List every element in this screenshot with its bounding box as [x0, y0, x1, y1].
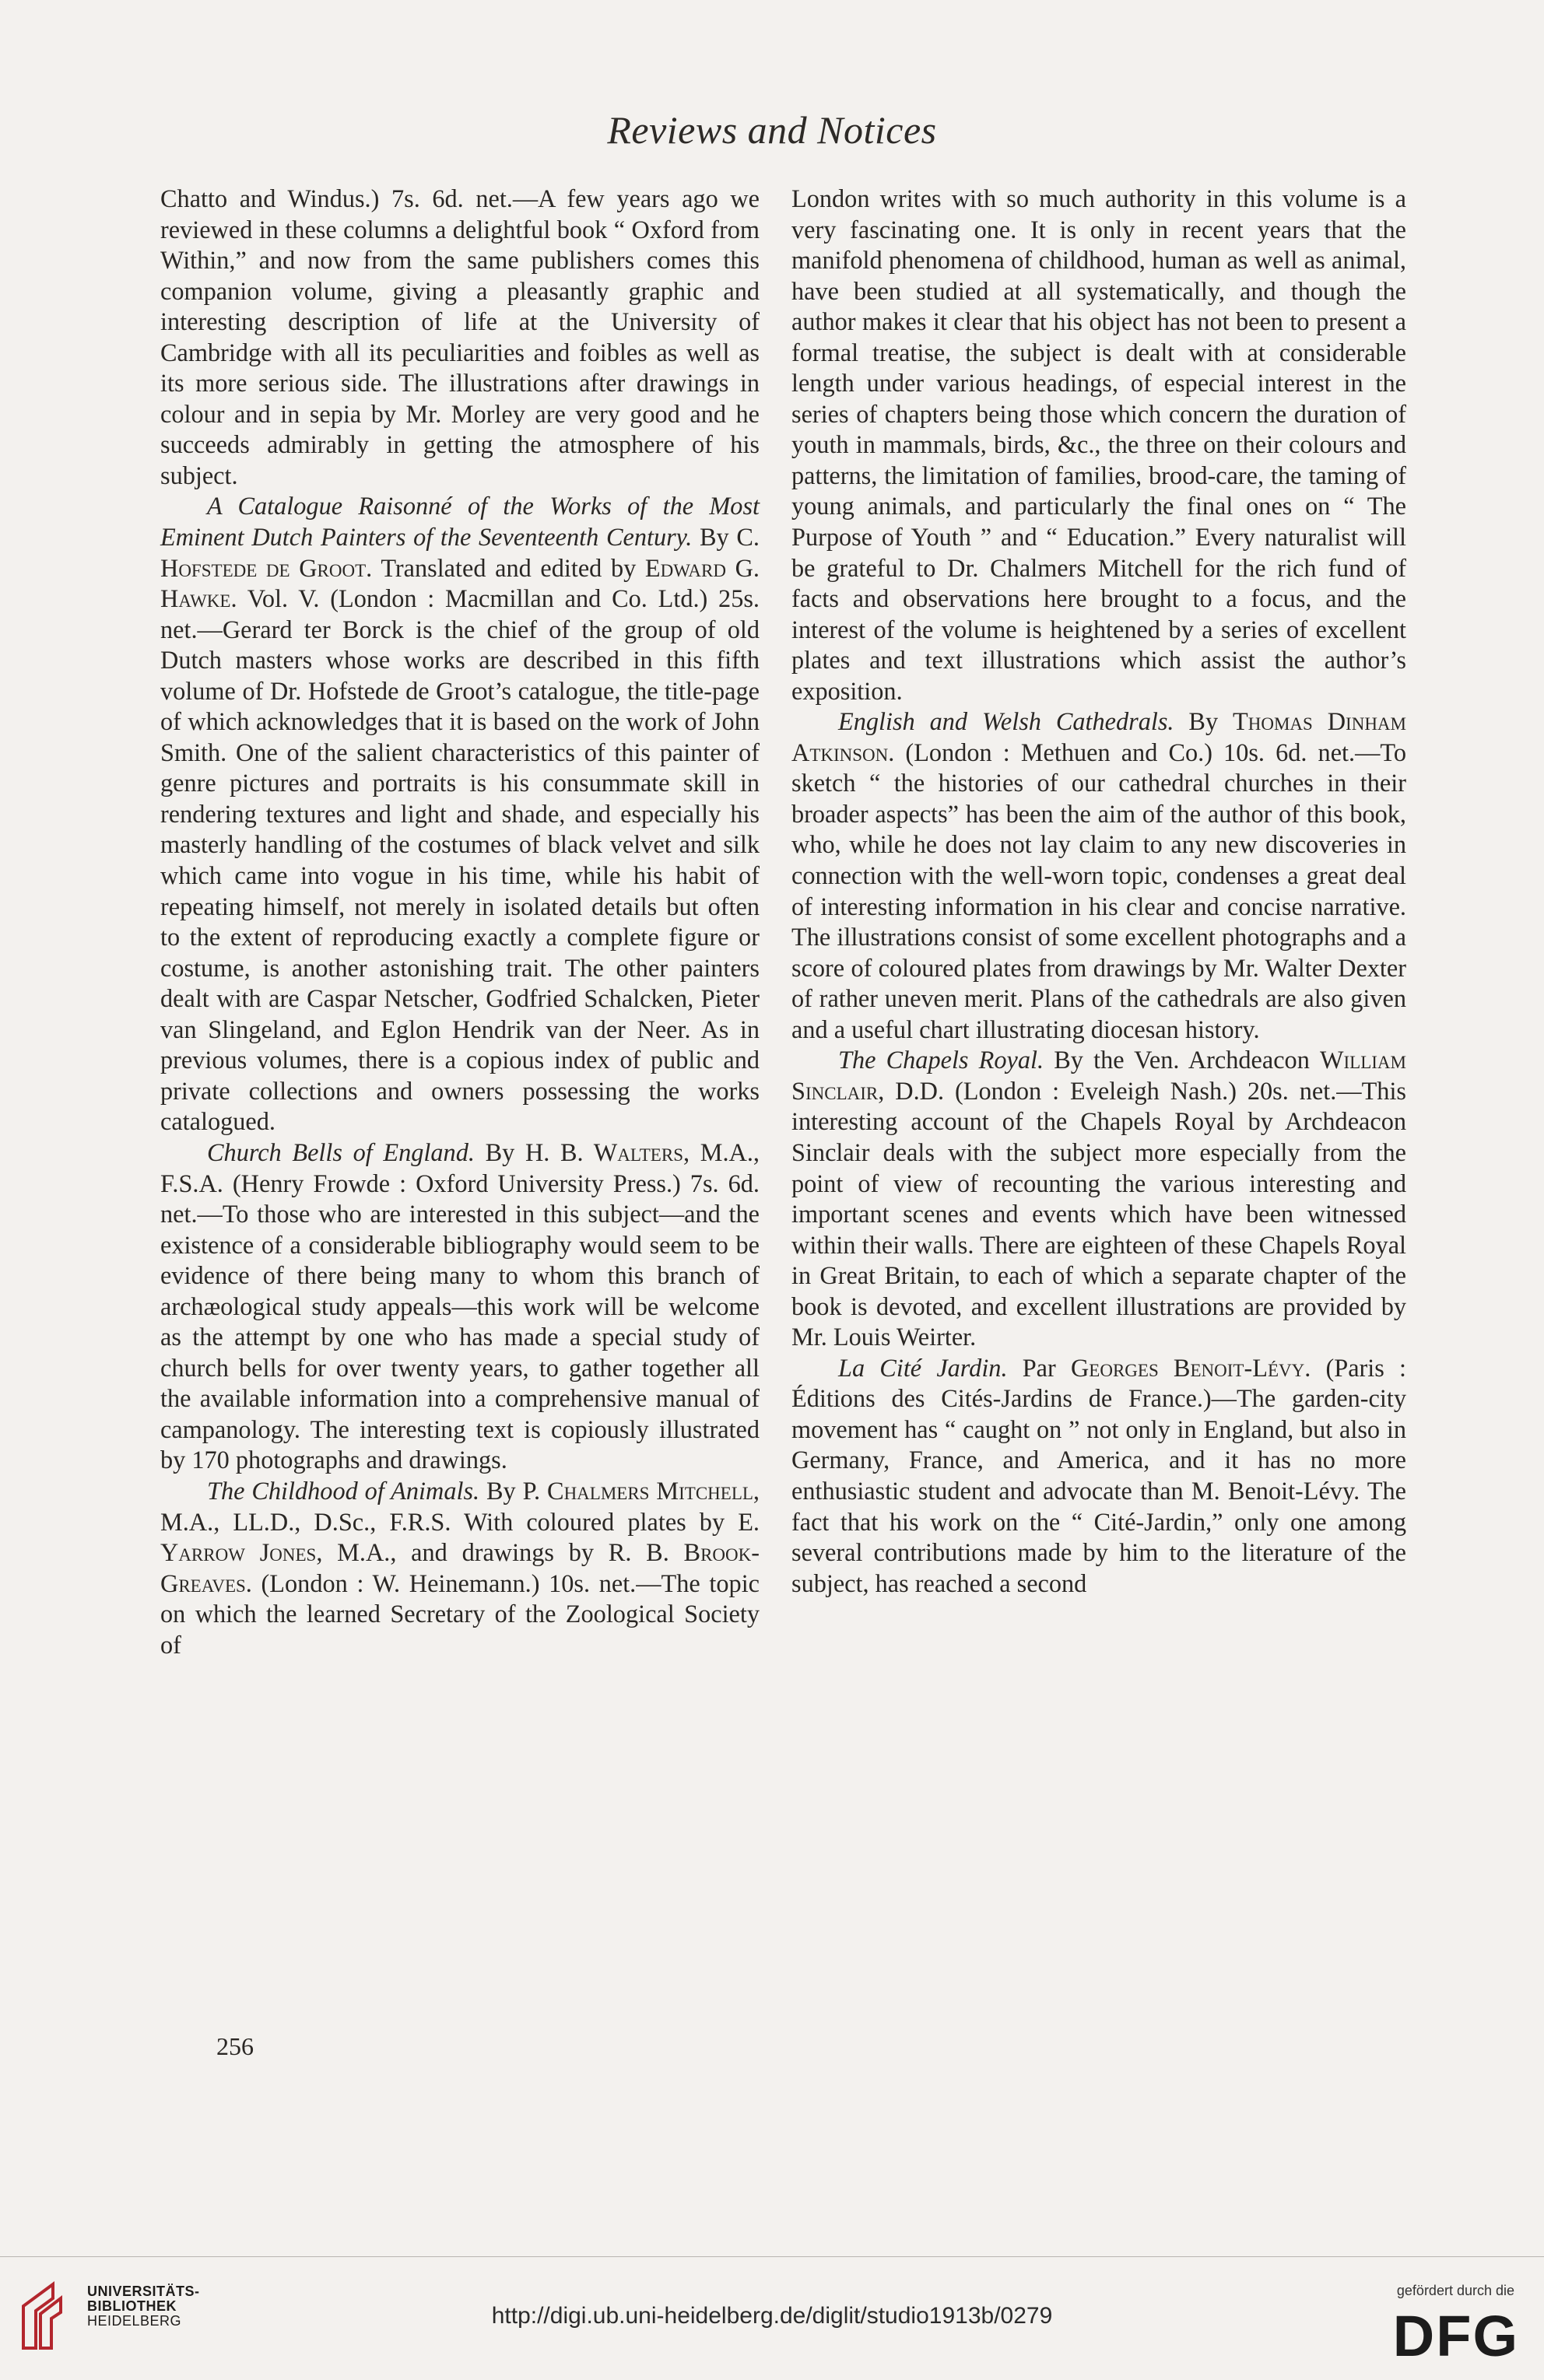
review-paragraph [160, 491, 760, 1137]
dfg-logo: DFG [1392, 2304, 1519, 2368]
library-line: BIBLIOTHEK [87, 2298, 177, 2314]
author-name: H. B. Walters, [525, 1137, 690, 1166]
library-line: UNIVERSITÄTS- [87, 2284, 200, 2299]
author-name: William Sinclair, [791, 1046, 1406, 1105]
author-name: C. Hofstede de Groot. [160, 523, 760, 582]
review-paragraph [791, 706, 1406, 1045]
paragraph: London writes with so much authority in this volume is a very fascinating one. It is only in recent years that the manifold phenomena of childhood, human as well as animal, have been studied at all systematically, and though the author makes it clear that his object has not been to present a formal treatise, the subject is dealt with at considerable length under various headings, of especial interest in the series of chapters being those which concern the duration of youth in mammals, birds, &c., the three on their colours and patterns, the limitation of families, brood-care, the taming of young animals, and particularly the final ones on “ The Purpose of Youth ” and “ Education.” Every naturalist will be grateful to Dr. Chalmers Mitchell for the rich fund of facts and observations here brought to a focus, and the interest of the volume is heightened by a series of excellent plates and text illustrations which assist the author’s exposition. [791, 184, 1406, 705]
review-text: (London : W. Heinemann.) 10s. net.—The topic on which the learned Secretary of the Zoological Society of [160, 1569, 760, 1659]
footer-bar [0, 2256, 1544, 2380]
divider [0, 2256, 1544, 2257]
source-url-link[interactable]: http://digi.ub.uni-heidelberg.de/diglit/studio1913b/0279 [491, 2303, 1053, 2329]
book-title: English and Welsh Cathedrals. [838, 707, 1174, 736]
text: By [1174, 707, 1233, 736]
book-title: Church Bells of England. [207, 1137, 475, 1166]
left-column [160, 184, 760, 1660]
book-title: A Catalogue Raisonné of the Works of the Most Eminent Dutch Painters of the Seventeenth Century. [160, 492, 760, 552]
text: By [474, 1137, 525, 1166]
review-paragraph [791, 1353, 1406, 1599]
author-name: Georges Benoit-Lévy. [1070, 1353, 1311, 1382]
book-title: La Cité Jardin. [838, 1353, 1008, 1382]
text: By [479, 1476, 523, 1505]
review-paragraph [160, 1137, 760, 1476]
text: By [692, 523, 737, 552]
text: M.A., and drawings by [322, 1538, 609, 1567]
library-line: HEIDELBERG [87, 2313, 182, 2329]
right-column [791, 184, 1406, 1599]
review-paragraph [160, 1476, 760, 1660]
book-title: The Chapels Royal. [838, 1046, 1044, 1074]
review-text: (Paris : Éditions des Cités-Jardins de France.)—The garden-city movement has “ caught on ” not only in England, but also in Germany, France, and America, and it has no more enthusiastic student and advocate than M. Benoit-Lévy. The fact that his work on the “ Cité-Jardin,” only one among several contributions made by him to the literature of the subject, has reached a second [791, 1353, 1407, 1597]
page-number: 256 [216, 2032, 254, 2060]
illustrator-name: E. Yarrow Jones, [160, 1507, 760, 1567]
text: M.A., LL.D., D.Sc., F.R.S. With coloured plates by [160, 1507, 739, 1536]
text: Par [1007, 1353, 1071, 1382]
paragraph: Chatto and Windus.) 7s. 6d. net.—A few years ago we reviewed in these columns a delightful book “ Oxford from Within,” and now from the same publishers comes this companion volume, giving a pleasantly graphic and interesting description of life at the University of Cambridge with all its peculiarities and foibles as well as its more serious side. The illustrations after drawings in colour and in sepia by Mr. Morley are very good and he succeeds admirably in getting the atmosphere of his subject. [160, 184, 760, 489]
editor-name: Edward G. Hawke. [160, 553, 760, 613]
funding-caption: gefördert durch die [1396, 2283, 1514, 2298]
review-text: D.D. (London : Eveleigh Nash.) 20s. net.—This interesting account of the Chapels Royal by Archdeacon Sinclair deals with the subject more especially from the point of view of recounting the various interesting and important scenes and events which have been witnessed within their walls. There are eighteen of these Chapels Royal in Great Britain, to each of which a separate chapter of the book is devoted, and excellent illustrations are provided by Mr. Louis Weirter. [791, 1076, 1406, 1351]
book-title: The Childhood of Animals. [207, 1476, 480, 1505]
review-text: Vol. V. (London : Macmillan and Co. Ltd.) 25s. net.—Gerard ter Borck is the chief of the group of old Dutch masters whose works are described in this fifth volume of Dr. Hofstede de Groot’s catalogue, the title-page of which acknowledges that it is based on the work of John Smith. One of the salient characteristics of this painter of genre pictures and portraits is his consummate skill in rendering textures and light and shade, and especially his masterly handling of the costumes of black velvet and silk which came into vogue in his time, while his habit of repeating himself, not merely in isolated details but often to the extent of reproducing exactly a complete figure or costume, is another astonishing trait. The other painters dealt with are Caspar Netscher, Godfried Schalcken, Pieter van Slingeland, and Eglon Hendrik van der Neer. As in previous volumes, there is a copious index of public and private collections and owners possessing the works catalogued. [160, 584, 760, 1136]
text: Translated and edited by [372, 553, 645, 582]
running-title: Reviews and Notices [607, 108, 937, 152]
author-name: P. Chalmers Mitchell, [522, 1476, 760, 1505]
review-text: (London : Methuen and Co.) 10s. 6d. net.—To sketch “ the histories of our cathedral churches in their broader aspects” has been the aim of the author of this book, who, while he does not lay claim to any new discoveries in connection with the well-worn topic, condenses a great deal of interesting information in his clear and concise narrative. The illustrations consist of some excellent photographs and a score of coloured plates from drawings by Mr. Walter Dexter of rather uneven merit. Plans of the cathedrals are also given and a useful chart illustrating diocesan history. [791, 738, 1406, 1043]
illustrator-name: R. B. Brook-Greaves. [160, 1538, 760, 1597]
text: By the Ven. Archdeacon [1044, 1046, 1321, 1074]
review-text: M.A., F.S.A. (Henry Frowde : Oxford University Press.) 7s. 6d. net.—To those who are interested in this subject—and the existence of a considerable bibliography would seem to be evidence of there being many to whom this branch of archæological study appeals—this work will be welcome as the attempt by one who has made a special study of church bells for over twenty years, to gather together all the available information into a comprehensive manual of campanology. The interesting text is copiously illustrated by 170 photographs and drawings. [160, 1137, 760, 1474]
author-name: Thomas Dinham Atkinson. [791, 707, 1406, 766]
review-paragraph [791, 1045, 1406, 1352]
